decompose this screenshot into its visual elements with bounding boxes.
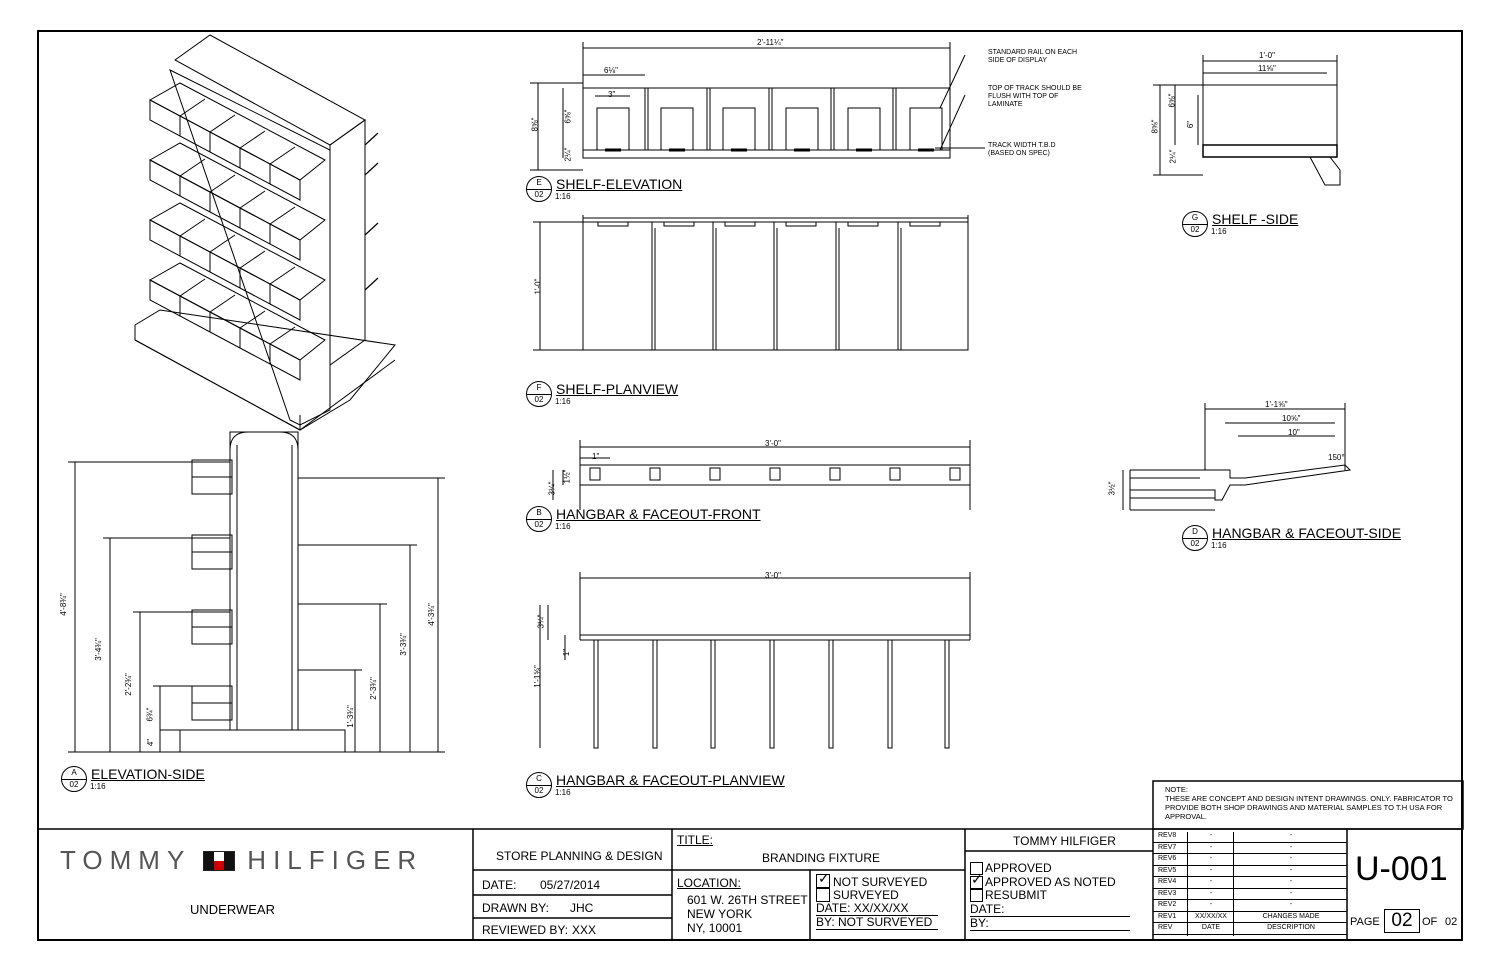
dim-hangbar-side-w2: 10⅝" [1282,414,1301,423]
view-tag: D 02 [1182,525,1208,551]
flag-icon [203,851,235,871]
hangbar-side-drawing [1123,403,1350,510]
revision-id: REV4 [1158,878,1177,885]
date-value: 05/27/2014 [540,878,601,892]
drawn-by-label: DRAWN BY: [482,901,549,915]
view-title-shelf-side [1182,211,1298,237]
checkmark-icon: ✓ [818,870,830,886]
revision-id: REV7 [1158,843,1177,851]
annotation-track-width: TRACK WIDTH T.B.D (BASED ON SPEC) [988,142,1056,157]
view-scale: 1:16 [555,788,571,797]
view-title-shelf-planview [526,381,678,407]
approved-label: APPROVED [985,861,1052,875]
revision-description: DESCRIPTION [1233,924,1348,936]
location-line-3: NY, 10001 [687,921,743,935]
sheet-number: U-001 [1355,850,1448,888]
revision-row [1153,912,1347,924]
annotation-rail: STANDARD RAIL ON EACH SIDE OF DISPLAY [988,49,1078,64]
view-name: HANGBAR & FACEOUT-PLANVIEW [556,772,785,788]
revision-description: - [1233,890,1348,902]
view-name: HANGBAR & FACEOUT-FRONT [556,506,761,522]
revision-description: - [1233,878,1348,890]
revision-row [1153,854,1347,866]
dim-hangbar-height: 3¼" [547,481,557,496]
dim-hangbar-plan-h2: 1" [562,648,572,657]
dim-elev-base: 4" [146,738,156,747]
revision-date: DATE [1187,924,1234,936]
view-scale: 1:16 [555,397,571,406]
location-label: LOCATION: [677,876,741,890]
page-number: 02 [1384,909,1420,933]
dim-side-h3: 6" [1186,120,1196,129]
dim-elev-r4: 1'-3¾" [345,705,355,728]
revision-date: - [1187,844,1234,856]
client-name: TOMMY HILFIGER [1013,834,1116,848]
resubmit-label: RESUBMIT [985,888,1048,902]
dim-side-w2: 11⅝" [1258,64,1276,73]
revision-id: REV8 [1158,832,1177,839]
dim-hangbar-side-w1: 1'-1⅝" [1265,400,1288,409]
page-label: PAGE [1350,916,1380,928]
brand-name-right: HILFIGER [247,845,424,875]
survey-date: DATE: XX/XX/XX [816,901,938,916]
annotation-track: TOP OF TRACK SHOULD BE FLUSH WITH TOP OF LAMINATE [988,85,1082,108]
revision-date: - [1187,878,1234,890]
dim-hangbar-plan-width: 3'-0" [765,571,781,580]
revision-row [1153,877,1347,889]
view-scale: 1:16 [555,192,571,201]
revision-id: REV6 [1158,855,1177,862]
dim-elev-r1: 4'-3¾" [426,603,436,626]
view-title-hangbar-planview [526,772,785,798]
revision-date: XX/XX/XX [1187,913,1234,925]
revision-row [1153,889,1347,901]
view-tag: B 02 [526,506,552,532]
revision-row [1153,831,1347,843]
dim-hangbar-height-2: 1½" [562,469,572,484]
checkbox-not-surveyed[interactable] [816,870,830,888]
shelf-elevation-drawing [530,42,985,170]
view-scale: 1:16 [1211,227,1227,236]
dim-plan-depth: 1'-0" [533,278,543,295]
revision-id: REV1 [1158,912,1177,920]
brand-name-left: TOMMY [60,845,192,875]
view-title-elevation-side [61,766,205,792]
revision-date: - [1187,901,1234,913]
view-title-hangbar-side [1182,525,1401,551]
approval-by: BY: [970,916,1130,931]
view-scale: 1:16 [90,782,106,791]
page-total: 02 [1445,916,1458,928]
view-scale: 1:16 [1211,541,1227,550]
brand-logo [60,845,455,876]
dim-three: 3" [608,90,616,99]
view-name: HANGBAR & FACEOUT-SIDE [1212,525,1402,541]
dim-side-h4: 2¼" [1168,149,1178,164]
dim-hangbar-side-angle: 150° [1328,453,1345,462]
dim-bay: 6⅛" [604,66,618,75]
reviewed-by-value: XXX [572,923,597,937]
checkbox-resubmit[interactable] [970,889,983,902]
revision-id: REV [1158,924,1173,931]
dim-hangbar-side-w3: 10" [1288,428,1300,437]
hangbar-front-drawing [553,440,970,510]
store-planning-label: STORE PLANNING & DESIGN [496,849,663,863]
checkbox-surveyed[interactable] [816,888,830,902]
dim-hangbar-width: 3'-0" [765,439,781,448]
checkmark-icon: ✓ [971,871,983,887]
dim-elev-l2: 3'-4¾" [93,638,103,661]
approved-as-noted-label: APPROVED AS NOTED [985,875,1116,889]
view-tag: A 02 [61,766,87,792]
hangbar-planview-drawing [540,572,970,748]
view-tag: C 02 [526,772,552,798]
dim-hangbar-side-height: 3½" [1107,481,1117,496]
iso-shelf [150,83,325,200]
revision-date: - [1187,855,1234,867]
view-name: SHELF-PLANVIEW [556,381,679,397]
general-note [1165,785,1455,821]
checkbox-approved-as-noted[interactable] [970,871,983,889]
shelf-side-drawing [1153,55,1340,185]
revision-description: - [1233,867,1348,879]
shelf-planview-drawing [533,215,968,350]
department-label: UNDERWEAR [190,902,275,917]
reviewed-by-label: REVIEWED BY: [482,923,569,937]
iso-shelf [150,143,325,260]
view-tag: E 02 [526,176,552,202]
revision-row [1153,900,1347,912]
view-tag: G 02 [1182,211,1208,237]
view-title-hangbar-front [526,506,761,532]
revision-row [1153,923,1347,935]
location-line-1: 601 W. 26TH STREET [687,893,808,907]
note-heading: NOTE: [1165,785,1188,794]
dim-elev-l4: 6¾" [145,707,155,722]
dim-shelf-height: 8⅝" [530,117,540,132]
view-tag: F 02 [526,381,552,407]
view-name: ELEVATION-SIDE [91,766,205,782]
dim-elev-r3: 2'-3¾" [368,677,378,700]
approval-date: DATE: [970,902,1130,917]
surveyed-label: SURVEYED [833,888,899,902]
dim-shelf-width: 2'-11¼" [757,38,784,47]
revision-row [1153,866,1347,878]
survey-by: BY: NOT SURVEYED [816,915,938,930]
dim-side-h1: 8⅝" [1150,119,1160,134]
revision-row [1153,843,1347,855]
dim-elev-total: 4'-8¾" [58,593,68,616]
title-label: TITLE: [677,833,714,847]
iso-shelf [150,203,325,320]
view-name: SHELF-ELEVATION [556,176,683,192]
dim-hangbar-plan-h1: 3¼" [536,614,546,629]
revision-id: REV2 [1158,901,1177,908]
dim-hangbar-plan-length: 1'-1⅝" [532,665,542,688]
dim-side-w1: 1'-0" [1259,51,1275,60]
revision-date: - [1187,832,1234,844]
revision-date: - [1187,890,1234,902]
title-value: BRANDING FIXTURE [762,851,881,865]
revision-description: CHANGES MADE [1233,913,1348,925]
view-name: SHELF -SIDE [1212,211,1299,227]
view-title-shelf-elevation [526,176,682,202]
revision-description: - [1233,855,1348,867]
isometric-fixture [135,35,395,430]
dim-elev-r2: 3'-3¾" [398,633,408,656]
dim-elev-l3: 2'-2¾" [123,673,133,696]
revision-description: - [1233,832,1348,844]
drawn-by-value: JHC [570,901,594,915]
revision-description: - [1233,901,1348,913]
dim-side-h2: 6⅝" [1167,93,1177,108]
elevation-side-drawing [68,432,445,752]
dim-shelf-height-3: 2¼" [563,147,573,162]
note-body: THESE ARE CONCEPT AND DESIGN INTENT DRAWINGS. ONLY. FABRICATOR TO PROVIDE BOTH SHOP DRAWINGS AND MATERIAL SAMPLES TO T.H USA FOR APPROVAL. [1165,794,1453,821]
dim-hangbar-1: 1" [592,452,600,461]
revision-id: REV5 [1158,866,1177,874]
not-surveyed-label: NOT SURVEYED [833,875,928,889]
location-line-2: NEW YORK [687,907,753,921]
revision-id: REV3 [1158,889,1177,897]
revision-date: - [1187,867,1234,879]
dim-shelf-height-2: 6⅝" [563,109,573,124]
of-label: OF [1422,916,1438,928]
date-label: DATE: [482,878,517,892]
revision-description: - [1233,844,1348,856]
view-scale: 1:16 [555,522,571,531]
